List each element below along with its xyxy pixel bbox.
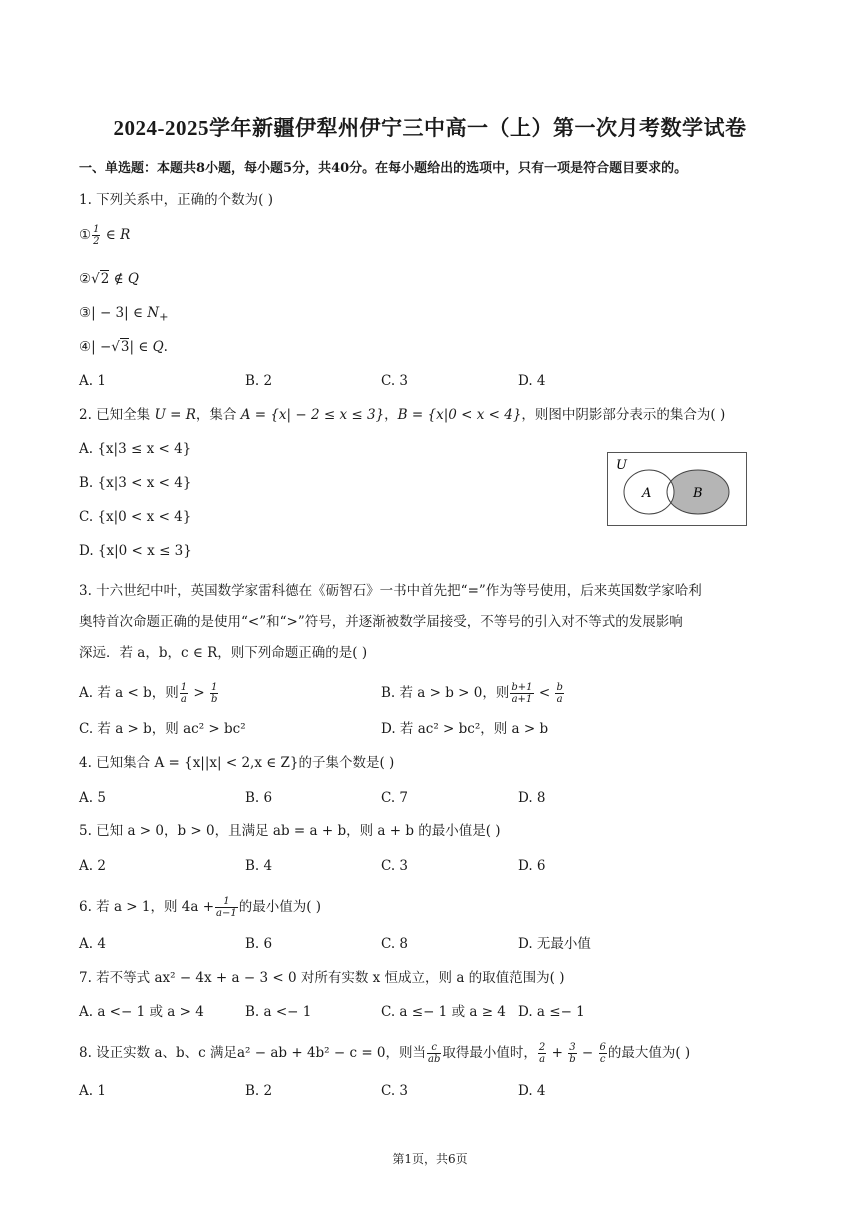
q1-item-3: ③| − 3| ∈ $N_+$ <box>79 305 169 324</box>
page-title: 2024-2025学年新疆伊犁州伊宁三中高一（上）第一次月考数学试卷 <box>113 116 747 140</box>
q4-option-d: D. 8 <box>518 790 546 806</box>
q3-option-d: D. 若 ac² > bc²，则 a > b <box>381 721 549 737</box>
q6-option-c: C. 8 <box>381 936 409 952</box>
q5-option-c: C. 3 <box>381 858 409 874</box>
q5-option-b: B. 4 <box>245 858 273 874</box>
q7-option-a: A. a <− 1 或 a > 4 <box>79 1004 204 1020</box>
q1-option-a: A. 1 <box>79 373 106 389</box>
q7-option-b: B. a <− 1 <box>245 1004 312 1020</box>
page-footer: 第1页，共6页 <box>392 1152 468 1166</box>
q2-option-a: A. {x|3 ≤ x < 4} <box>79 441 192 457</box>
q5-option-d: D. 6 <box>518 858 546 874</box>
q2-option-d: D. {x|0 < x ≤ 3} <box>79 543 192 559</box>
q6-stem: 6. 若 a > 1，则 4a + $\frac{1}{a-1}$ 的最小值为( ) <box>79 896 322 919</box>
q3-line-1: 3. 十六世纪中叶，英国数学家雷科德在《砺智石》一书中首先把“=”作为等号使用，后来英国数学家哈利 <box>79 583 702 599</box>
q8-option-d: D. 4 <box>518 1083 546 1099</box>
q5-stem: 5. 已知 a > 0，b > 0，且满足 ab = a + b，则 a + b 的最小值是( ) <box>79 823 501 839</box>
q5-option-a: A. 2 <box>79 858 106 874</box>
q6-option-b: B. 6 <box>245 936 273 952</box>
q8-option-a: A. 1 <box>79 1083 106 1099</box>
q2-option-c: C. {x|0 < x < 4} <box>79 509 192 525</box>
q7-stem: 7. 若不等式 ax² − 4x + a − 3 < 0 对所有实数 x 恒成立，则 a 的取值范围为( ) <box>79 970 565 986</box>
q1-item-1: ① $\frac{1}{2}$ ∈ R <box>79 224 131 247</box>
q2-option-b: B. {x|3 < x < 4} <box>79 475 192 491</box>
q1-stem: 1. 下列关系中，正确的个数为( ) <box>79 192 273 208</box>
q1-option-d: D. 4 <box>518 373 546 389</box>
q4-option-b: B. 6 <box>245 790 273 806</box>
q3-line-2: 奥特首次命题正确的是使用“<”和“>”符号，并逐渐被数学届接受，不等号的引入对不等式的发展影响 <box>79 614 683 630</box>
q7-option-c: C. a ≤− 1 或 a ≥ 4 <box>381 1004 506 1020</box>
venn-label-u: U <box>616 458 627 473</box>
q6-option-d: D. 无最小值 <box>518 936 591 952</box>
q1-option-b: B. 2 <box>245 373 273 389</box>
q7-option-d: D. a ≤− 1 <box>518 1004 585 1020</box>
q4-option-a: A. 5 <box>79 790 106 806</box>
q4-stem: 4. 已知集合 A = {x||x| < 2,x ∈ Z}的子集个数是( ) <box>79 755 395 771</box>
q3-line-3: 深远．若 a，b，c ∈ R，则下列命题正确的是( ) <box>79 645 368 661</box>
q8-stem: 8. 设正实数 a、b、c 满足a² − ab + 4b² − c = 0，则当 $\frac{c}{ab}$ 取得最小值时， $\frac{2}{a}$ + $\frac{3}{b}$ − $\frac{6}{c}$ 的最大值为( ) <box>79 1042 691 1065</box>
q3-option-c: C. 若 a > b，则 ac² > bc² <box>79 721 246 737</box>
q2-stem: 2. 已知全集 U = R，集合 A = {x| − 2 ≤ x ≤ 3}，B = {x|0 < x < 4}，则图中阴影部分表示的集合为( ) <box>79 407 726 423</box>
venn-diagram <box>607 452 749 528</box>
section-heading: 一、单选题：本题共8小题，每小题5分，共40分。在每小题给出的选项中，只有一项是符合题目要求的。 <box>79 161 688 176</box>
q1-option-c: C. 3 <box>381 373 409 389</box>
q3-option-a: A. 若 a < b，则 $\frac{1}{a}$ > $\frac{1}{b}$ <box>79 682 218 705</box>
venn-label-b: B <box>693 486 703 501</box>
venn-label-a: A <box>642 486 652 501</box>
q6-option-a: A. 4 <box>79 936 106 952</box>
q1-item-2: ②√2 ∉ Q <box>79 271 139 287</box>
q1-item-4: ④| −√3| ∈ Q. <box>79 339 168 355</box>
q4-option-c: C. 7 <box>381 790 409 806</box>
q8-option-c: C. 3 <box>381 1083 409 1099</box>
q8-option-b: B. 2 <box>245 1083 273 1099</box>
q3-option-b: B. 若 a > b > 0，则 $\frac{b+1}{a+1}$ < $\frac{b}{a}$ <box>381 682 563 705</box>
